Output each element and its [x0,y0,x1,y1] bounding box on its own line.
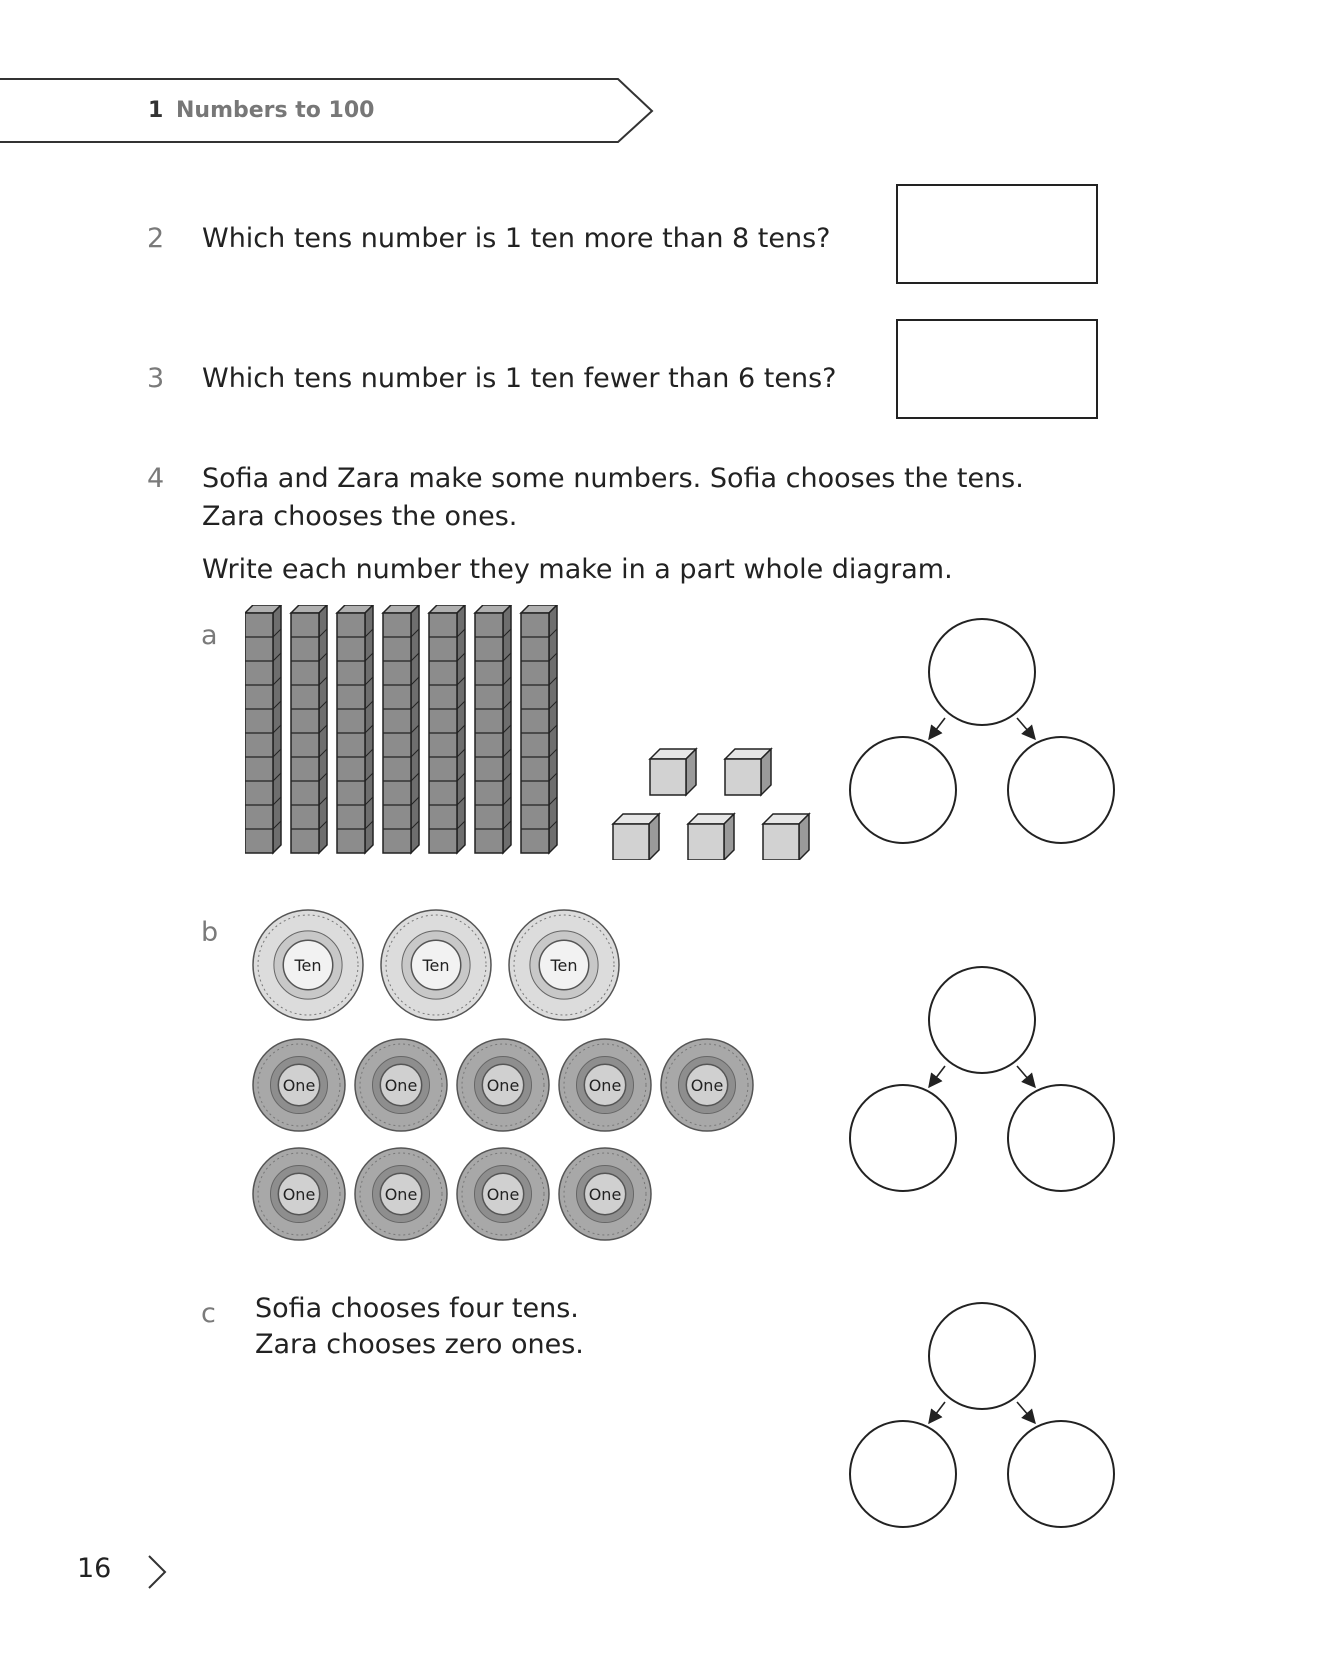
question-4-text-line1: Sofia and Zara make some numbers. Sofia chooses the tens. [202,463,1024,494]
part-b-label: b [201,917,219,948]
page-number: 16 [77,1553,112,1584]
part-a-label: a [201,620,218,651]
ten-counter [509,910,619,1020]
ten-rod [521,605,557,853]
part-whole-diagram-c [845,1299,1135,1544]
whole-circle[interactable] [929,619,1035,725]
question-3-number: 3 [147,363,165,394]
arrow-left [929,718,945,739]
one-counter-label: One [282,1185,316,1204]
ten-rod [475,605,511,853]
part-whole-diagram-b [845,963,1135,1208]
ten-counter [253,910,363,1020]
one-counter-label: One [588,1185,622,1204]
one-counter [559,1148,651,1240]
whole-circle[interactable] [929,1303,1035,1409]
question-4-text-line2: Zara chooses the ones. [202,501,518,532]
question-2-text: Which tens number is 1 ten more than 8 tens? [202,223,831,254]
place-value-counters [245,905,770,1250]
one-counter-label: One [690,1076,724,1095]
arrow-left [929,1066,945,1087]
one-counter-label: One [384,1076,418,1095]
ones-cubes-group [605,735,825,860]
ten-counter-label: Ten [550,956,578,975]
whole-circle[interactable] [929,967,1035,1073]
question-4-number: 4 [147,463,165,494]
one-counter-label: One [588,1076,622,1095]
arrow-left [929,1402,945,1423]
chapter-banner [0,0,660,150]
question-3-text: Which tens number is 1 ten fewer than 6 tens? [202,363,837,394]
ten-counter [381,910,491,1020]
ten-counter-label: Ten [294,956,322,975]
one-counter [661,1039,753,1131]
chapter-title: Numbers to 100 [176,98,375,123]
one-counter-label: One [486,1185,520,1204]
ten-rod [429,605,465,853]
one-counter-label: One [384,1185,418,1204]
ten-rod [337,605,373,853]
one-counter [355,1148,447,1240]
ten-rod [383,605,419,853]
one-counter [253,1039,345,1131]
part-whole-diagram-a [845,615,1135,860]
one-counter [457,1039,549,1131]
part-circle-left[interactable] [850,1085,956,1191]
ten-rod [291,605,327,853]
one-counter [253,1148,345,1240]
chapter-number: 1 [148,98,164,123]
one-cube [763,814,809,860]
ten-rods-group [245,605,575,860]
question-3-answer-box[interactable] [896,319,1098,419]
one-counter [457,1148,549,1240]
question-2-answer-box[interactable] [896,184,1098,284]
part-circle-right[interactable] [1008,1085,1114,1191]
one-counter [355,1039,447,1131]
chevron-right-icon[interactable] [145,1553,169,1591]
one-cube [725,749,771,795]
part-circle-right[interactable] [1008,1421,1114,1527]
question-2-number: 2 [147,223,165,254]
one-cube [650,749,696,795]
part-circle-left[interactable] [850,1421,956,1527]
part-c-label: c [201,1298,216,1329]
one-counter-label: One [486,1076,520,1095]
part-circle-right[interactable] [1008,737,1114,843]
question-4-instruction: Write each number they make in a part whole diagram. [202,554,953,585]
one-cube [613,814,659,860]
arrow-right [1017,718,1035,739]
part-circle-left[interactable] [850,737,956,843]
part-c-text-line2: Zara chooses zero ones. [255,1329,584,1360]
ten-counter-label: Ten [422,956,450,975]
one-counter-label: One [282,1076,316,1095]
arrow-right [1017,1402,1035,1423]
one-cube [688,814,734,860]
arrow-right [1017,1066,1035,1087]
part-c-text-line1: Sofia chooses four tens. [255,1293,579,1324]
ten-rod [245,605,281,853]
one-counter [559,1039,651,1131]
